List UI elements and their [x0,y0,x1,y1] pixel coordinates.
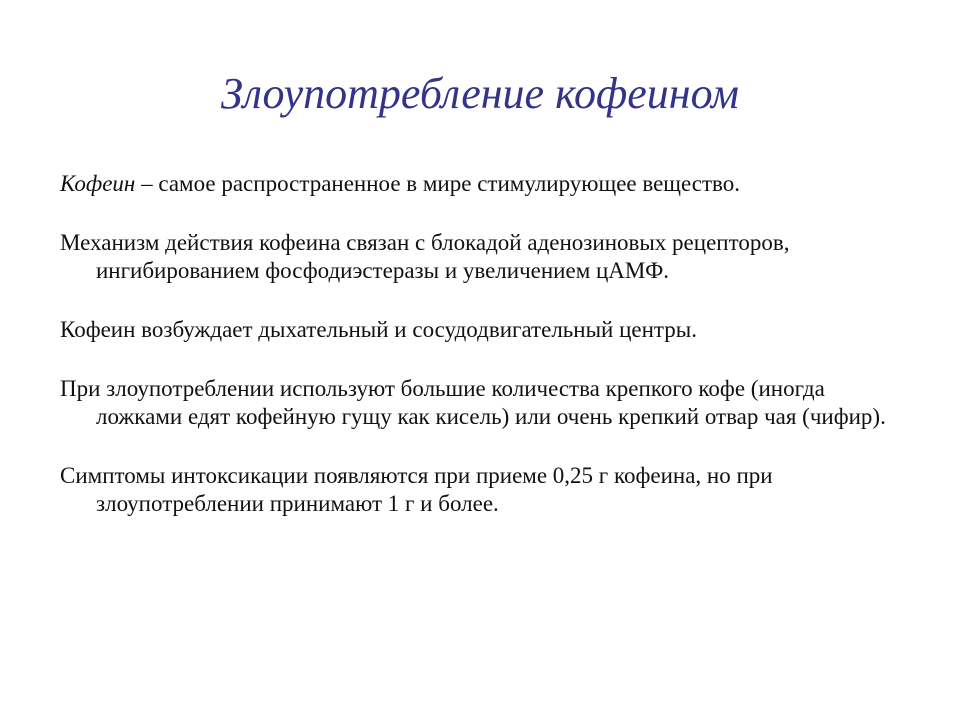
paragraph-mechanism [60,229,900,285]
paragraph-effects [60,316,900,344]
slide-body [60,170,900,518]
paragraph-abuse [60,375,900,431]
paragraph-text: Кофеин возбуждает дыхательный и сосудодвигательный центры. [60,317,697,342]
paragraph-symptoms [60,462,900,518]
slide-title: Злоупотребление кофеином [221,69,739,118]
paragraph-text: Механизм действия кофеина связан с блокадой аденозиновых рецепторов, ингибированием фосфодиэстеразы и увеличением цАМФ. [60,230,790,283]
term-caffeine: Кофеин [60,171,136,196]
paragraph-text: При злоупотреблении используют большие количества крепкого кофе (иногда ложками едят кофейную гущу как кисель) или очень крепкий отвар чая (чифир). [60,376,886,429]
paragraph-text: – самое распространенное в мире стимулирующее вещество. [135,171,740,196]
paragraph-caffeine-definition [60,170,900,198]
paragraph-text: Симптомы интоксикации появляются при приеме 0,25 г кофеина, но при злоупотреблении принимают 1 г и более. [60,463,773,516]
